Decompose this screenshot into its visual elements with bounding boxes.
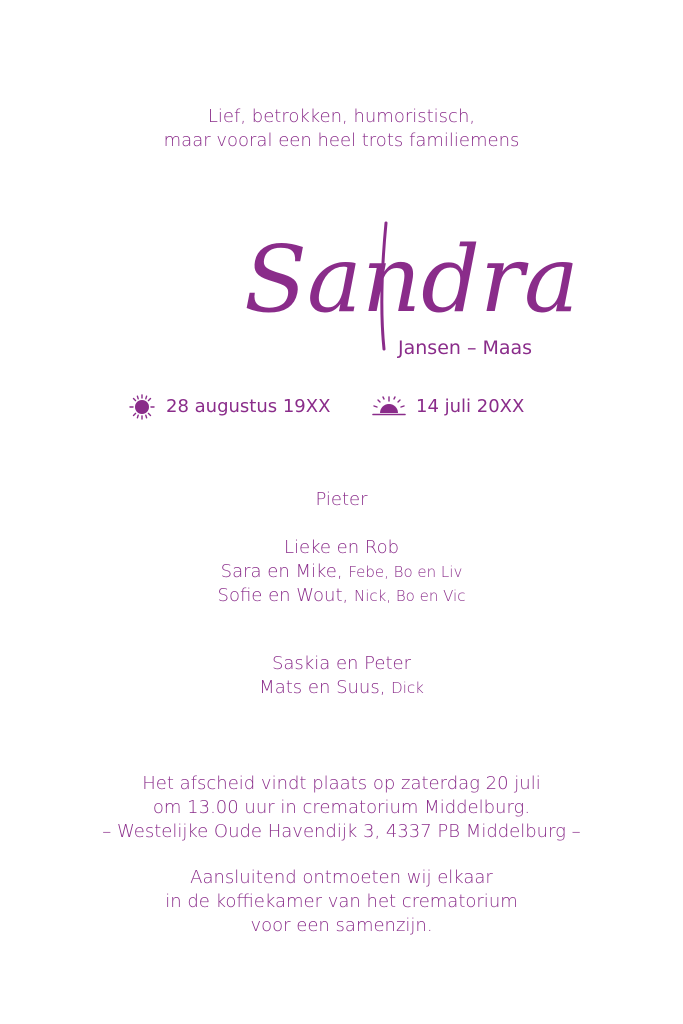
death-date-text: 14 juli 20XX [416, 396, 525, 417]
family-partner [0, 488, 683, 512]
great-grandchildren: Febe, Bo en Liv [348, 563, 463, 581]
sun-icon [128, 394, 156, 420]
gathering-line-3: voor een samenzijn. [250, 915, 433, 936]
grandchild-line-2 [0, 584, 683, 608]
grandchild-couple: Mats en Suus, [259, 677, 386, 698]
intro-line-2: maar vooral een heel trots familiemens [163, 130, 520, 151]
child-2: Saskia en Peter [271, 653, 412, 674]
first-name-text: Sandra [244, 226, 579, 333]
farewell-address: – Westelijke Oude Havendijk 3, 4337 PB Middelburg – [102, 821, 581, 842]
farewell-line-2: om 13.00 uur in crematorium Middelburg. [152, 797, 531, 818]
partner-name: Pieter [315, 489, 368, 510]
child-1: Lieke en Rob [283, 537, 400, 558]
farewell-line-1: Het afscheid vindt plaats op zaterdag 20 juli [142, 773, 541, 794]
great-grandchildren: Dick [391, 679, 424, 697]
intro-line-1: Lief, betrokken, humoristisch, [207, 106, 476, 127]
grandchild-line-3 [0, 676, 683, 700]
birth-date [128, 394, 330, 420]
grandchild-couple: Sofie en Wout, [217, 585, 349, 606]
sunset-icon [372, 394, 406, 420]
grandchild-line-1 [0, 560, 683, 584]
family-branch-1 [0, 536, 683, 608]
farewell-info [0, 772, 683, 844]
great-grandchildren: Nick, Bo en Vic [353, 587, 466, 605]
gathering-info [0, 866, 683, 938]
family-branch-2 [0, 652, 683, 700]
grandchild-couple: Sara en Mike, [220, 561, 343, 582]
dates-row [0, 394, 683, 420]
gathering-line-1: Aansluitend ontmoeten wij elkaar [190, 867, 493, 888]
death-date [372, 394, 524, 420]
intro-text [0, 105, 683, 153]
surname: Jansen – Maas [398, 337, 533, 359]
birth-date-text: 28 augustus 19XX [166, 396, 331, 417]
gathering-line-2: in de koffiekamer van het crematorium [165, 891, 518, 912]
